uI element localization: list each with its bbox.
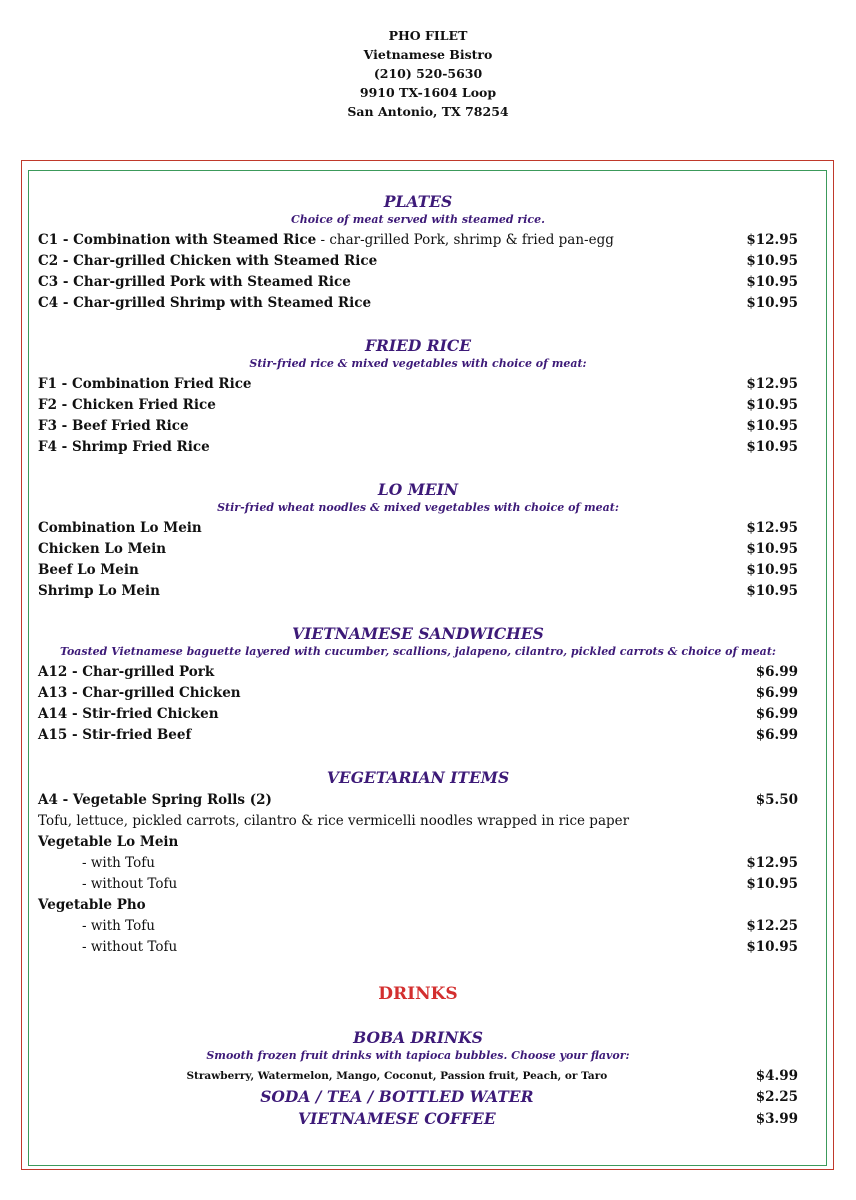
item-price: $10.95 <box>746 253 798 269</box>
option-price: $10.95 <box>746 876 798 892</box>
menu-item <box>38 581 798 602</box>
item-price: $10.95 <box>746 418 798 434</box>
item-name: A14 - Stir-fried Chicken <box>38 706 219 722</box>
section-title: VIETNAMESE SANDWICHES <box>292 624 544 643</box>
item-option <box>38 853 798 874</box>
menu-item <box>38 790 798 811</box>
menu-item <box>38 374 798 395</box>
item-price: $12.95 <box>746 232 798 248</box>
item-price: $10.95 <box>746 583 798 599</box>
item-option <box>38 874 798 895</box>
item-name: Chicken Lo Mein <box>38 541 167 557</box>
item-price: $6.99 <box>755 685 798 701</box>
boba-flavors-row <box>38 1066 798 1086</box>
restaurant-tagline: Vietnamese Bistro <box>363 47 493 62</box>
item-price: $10.95 <box>746 439 798 455</box>
section-title: PLATES <box>383 192 453 211</box>
item-name: Combination Lo Mein <box>38 520 202 536</box>
restaurant-header <box>0 26 856 121</box>
boba-subtitle: Smooth frozen fruit drinks with tapioca bubbles. Choose your flavor: <box>206 1049 630 1062</box>
item-price: $5.50 <box>755 792 798 808</box>
item-price: $10.95 <box>746 397 798 413</box>
item-name: Vegetable Lo Mein <box>38 834 179 850</box>
section-vegetarian <box>38 768 798 958</box>
boba-flavors: Strawberry, Watermelon, Mango, Coconut, Passion fruit, Peach, or Taro <box>186 1070 608 1082</box>
item-name: F3 - Beef Fried Rice <box>38 418 189 434</box>
menu-item <box>38 662 798 683</box>
menu-item <box>38 272 798 293</box>
drink-name: VIETNAMESE COFFEE <box>298 1109 496 1128</box>
menu-item <box>38 704 798 725</box>
section-subtitle: Stir-fried rice & mixed vegetables with choice of meat: <box>249 357 587 370</box>
section-fried-rice <box>38 336 798 458</box>
menu-item <box>38 832 798 853</box>
drink-price: $3.99 <box>755 1111 798 1127</box>
option-name: - without Tofu <box>82 939 178 955</box>
section-lo-mein <box>38 480 798 602</box>
option-name: - without Tofu <box>82 876 178 892</box>
menu-item <box>38 293 798 314</box>
restaurant-name: PHO FILET <box>388 28 468 43</box>
item-price: $10.95 <box>746 295 798 311</box>
item-name: A15 - Stir-fried Beef <box>38 727 192 743</box>
restaurant-phone: (210) 520-5630 <box>373 66 483 81</box>
section-title: FRIED RICE <box>364 336 472 355</box>
section-subtitle: Stir-fried wheat noodles & mixed vegetables with choice of meat: <box>217 501 619 514</box>
item-name: F2 - Chicken Fried Rice <box>38 397 216 413</box>
item-name: Vegetable Pho <box>38 897 146 913</box>
section-drinks <box>38 982 798 1130</box>
item-name: Beef Lo Mein <box>38 562 139 578</box>
item-name: C1 - Combination with Steamed Rice <box>38 232 317 248</box>
option-price: $12.25 <box>746 918 798 934</box>
menu-item <box>38 560 798 581</box>
item-name: A13 - Char-grilled Chicken <box>38 685 241 701</box>
item-name: C4 - Char-grilled Shrimp with Steamed Rice <box>38 295 372 311</box>
drink-price: $2.25 <box>755 1089 798 1105</box>
restaurant-address-line2: San Antonio, TX 78254 <box>347 104 509 119</box>
item-option <box>38 937 798 958</box>
menu-item <box>38 395 798 416</box>
section-title: LO MEIN <box>377 480 459 499</box>
section-subtitle: Choice of meat served with steamed rice. <box>291 213 545 226</box>
drink-item <box>38 1086 798 1108</box>
item-price: $6.99 <box>755 664 798 680</box>
option-name: - with Tofu <box>82 855 155 871</box>
drink-name: SODA / TEA / BOTTLED WATER <box>260 1087 534 1106</box>
menu-item <box>38 539 798 560</box>
option-name: - with Tofu <box>82 918 155 934</box>
item-price: $6.99 <box>755 706 798 722</box>
menu-item <box>38 437 798 458</box>
boba-title: BOBA DRINKS <box>353 1028 483 1047</box>
menu-content <box>38 192 798 1130</box>
drink-item <box>38 1108 798 1130</box>
menu-item <box>38 725 798 746</box>
item-name: C2 - Char-grilled Chicken with Steamed Rice <box>38 253 378 269</box>
boba-price: $4.99 <box>755 1068 798 1084</box>
section-sandwiches <box>38 624 798 746</box>
item-price: $12.95 <box>746 520 798 536</box>
item-name: A12 - Char-grilled Pork <box>38 664 215 680</box>
item-name: A4 - Vegetable Spring Rolls (2) <box>38 792 272 808</box>
menu-item <box>38 251 798 272</box>
item-price: $10.95 <box>746 274 798 290</box>
drinks-title: DRINKS <box>378 984 458 1004</box>
item-description: - char-grilled Pork, shrimp & fried pan-egg <box>316 232 614 248</box>
item-price: $10.95 <box>746 541 798 557</box>
menu-item <box>38 416 798 437</box>
item-option <box>38 916 798 937</box>
item-name: C3 - Char-grilled Pork with Steamed Rice <box>38 274 351 290</box>
menu-item <box>38 518 798 539</box>
option-price: $10.95 <box>746 939 798 955</box>
item-price: $6.99 <box>755 727 798 743</box>
item-price: $10.95 <box>746 562 798 578</box>
item-name: F1 - Combination Fried Rice <box>38 376 252 392</box>
item-name: Shrimp Lo Mein <box>38 583 160 599</box>
item-description: Tofu, lettuce, pickled carrots, cilantro & rice vermicelli noodles wrapped in rice paper <box>38 813 630 829</box>
option-price: $12.95 <box>746 855 798 871</box>
menu-item <box>38 895 798 916</box>
menu-item <box>38 230 798 251</box>
section-plates <box>38 192 798 314</box>
item-price: $12.95 <box>746 376 798 392</box>
restaurant-address-line1: 9910 TX-1604 Loop <box>359 85 497 100</box>
section-title: VEGETARIAN ITEMS <box>326 768 510 787</box>
menu-item <box>38 683 798 704</box>
section-subtitle: Toasted Vietnamese baguette layered with cucumber, scallions, jalapeno, cilantro, pickled carrots & choice of meat: <box>60 645 776 658</box>
item-name: F4 - Shrimp Fried Rice <box>38 439 210 455</box>
item-description-row <box>38 811 798 832</box>
